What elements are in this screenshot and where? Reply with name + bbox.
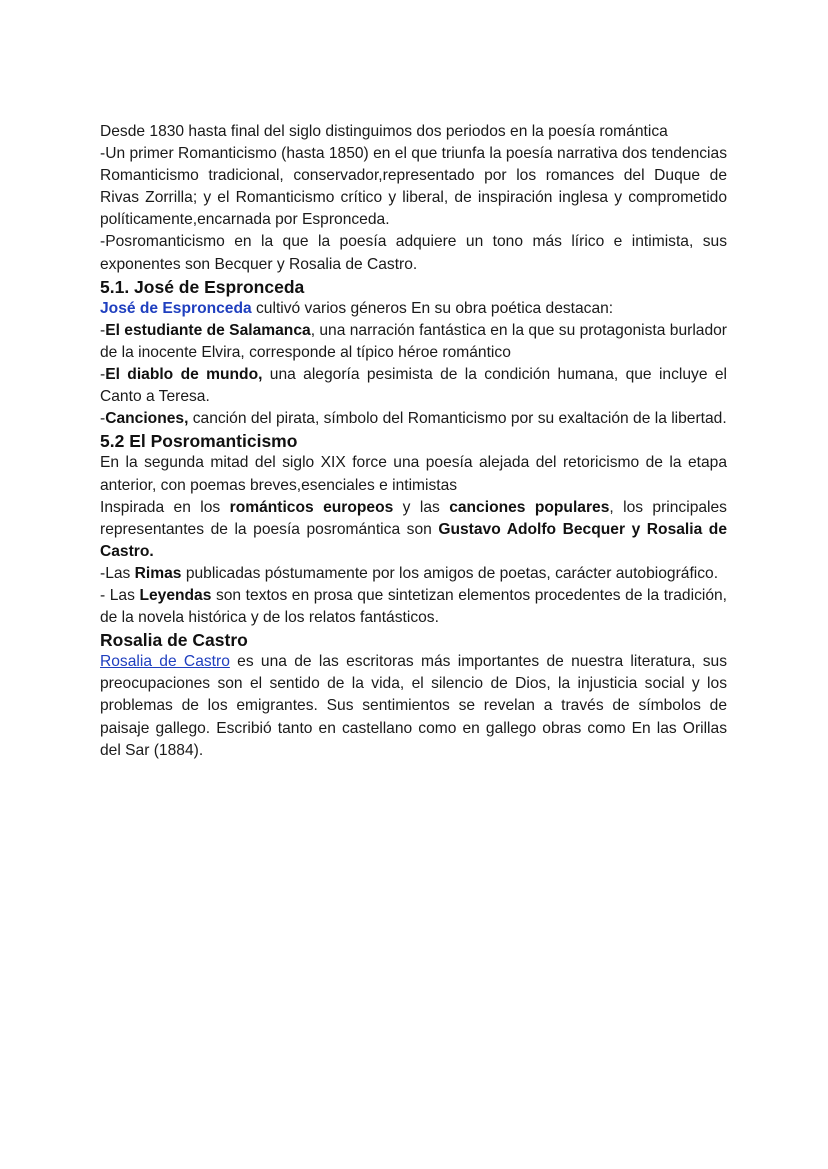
work-description: canción del pirata, símbolo del Romanticismo por su exaltación de la libertad.: [188, 410, 727, 428]
intro-paragraph-romanticism: -Un primer Romanticismo (hasta 1850) en el que triunfa la poesía narrativa dos tendencias Romanticismo tradicional, conservador,representado por los romances del Duque de Rivas Zorrilla; y el Romanticismo crítico y liberal, de inspiración inglesa y comprometido políticamente,encarnada por Espronceda.: [100, 145, 727, 229]
rosalia-paragraph: [100, 651, 727, 761]
work-description: una alegoría pesimista de la condición humana, que incluye el Canto a Teresa.: [100, 366, 728, 406]
bold-run: canciones populares: [449, 498, 610, 516]
text-run: publicadas póstumamente por los amigos de poetas, carácter autobiográfico.: [181, 564, 719, 582]
rimas-paragraph: [100, 563, 727, 585]
posromanticismo-paragraph: En la segunda mitad del siglo XIX force una poesía alejada del retoricismo de la etapa anterior, con poemas breves,esenciales e intimistas: [100, 454, 727, 494]
work-item-canciones: [100, 408, 727, 430]
espronceda-name: José de Espronceda: [100, 299, 252, 317]
work-description: , una narración fantástica en la que su protagonista burlador de la inocente Elvira, corresponde al típico héroe romántico: [100, 321, 728, 361]
text-run: - Las: [100, 586, 140, 604]
work-title: Canciones,: [105, 410, 189, 428]
text-run: , los principales representantes de la poesía posromántica son: [100, 498, 727, 538]
rosalia-link[interactable]: Rosalia de Castro: [100, 653, 230, 671]
item-prefix: -: [100, 410, 106, 428]
leyendas-paragraph: [100, 585, 727, 629]
bold-run: románticos europeos: [229, 498, 394, 516]
work-title: El estudiante de Salamanca: [105, 321, 311, 339]
section-heading-espronceda: 5.1. José de Espronceda: [100, 276, 305, 297]
item-prefix: -: [100, 366, 106, 384]
bold-run: Leyendas: [139, 586, 212, 604]
espronceda-intro: [100, 298, 727, 320]
posromanticismo-representatives: [100, 497, 727, 563]
bold-run: Rimas: [134, 564, 182, 582]
espronceda-intro-text: cultivó varios géneros En su obra poética destacan:: [251, 299, 614, 317]
text-run: son textos en prosa que sintetizan elementos procedentes de la tradición, de la novela histórica y de los relatos fantásticos.: [100, 586, 728, 627]
section-heading-posromanticismo: 5.2 El Posromanticismo: [100, 431, 298, 452]
text-run: Inspirada en los: [100, 498, 230, 516]
intro-paragraph-posromanticism: -Posromanticismo en la que la poesía adquiere un tono más lírico e intimista, sus exponentes son Becquer y Rosalia de Castro.: [100, 233, 727, 273]
work-item-estudiante: [100, 320, 727, 364]
intro-line: Desde 1830 hasta final del siglo distinguimos dos periodos en la poesía romántica: [100, 123, 668, 140]
section-heading-rosalia: Rosalia de Castro: [100, 630, 248, 651]
text-run: y las: [393, 498, 450, 516]
document-page: [100, 121, 727, 762]
text-run: -Las: [100, 564, 135, 582]
item-prefix: -: [100, 321, 106, 339]
work-title: El diablo de mundo,: [105, 366, 263, 384]
rosalia-text: es una de las escritoras más importantes de nuestra literatura, sus preocupaciones son el sentido de la vida, el silencio de Dios, la injusticia social y los problemas de los emigrantes. Sus sentimientos se revelan a través de símbolos de paisaje gallego. Escribió tanto en castellano como en gallego obras como En las Orillas del Sar (1884).: [100, 653, 727, 759]
work-item-diablo: [100, 364, 727, 408]
bold-run: Gustavo Adolfo Becquer y Rosalia de Castro.: [100, 520, 727, 560]
